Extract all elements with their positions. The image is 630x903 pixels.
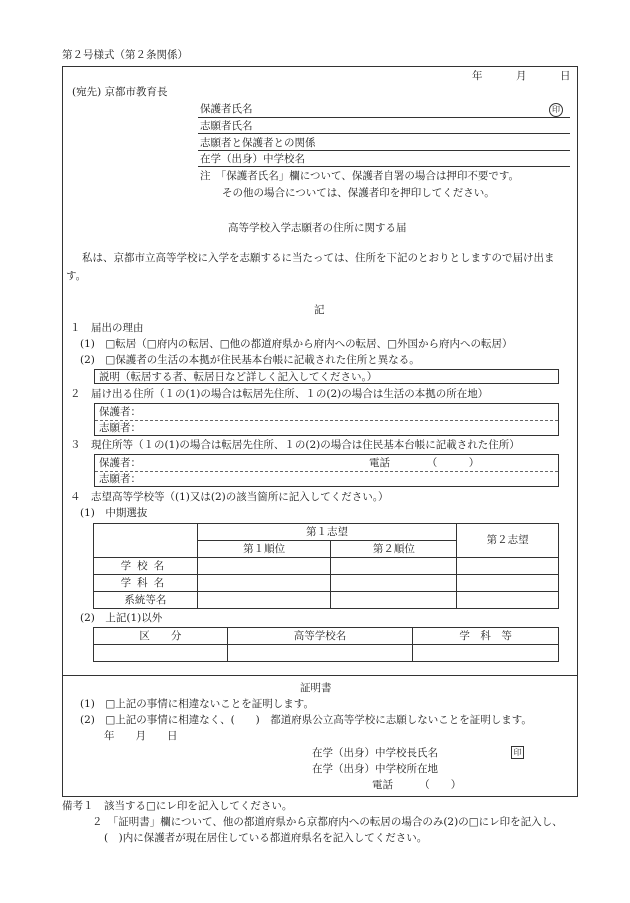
seal-icon: 印 <box>549 103 563 117</box>
guardian-name-label: 保護者氏名 <box>200 103 253 115</box>
cell-input[interactable] <box>331 592 457 609</box>
cell-input[interactable] <box>331 558 457 575</box>
document-title: 高等学校入学志願者の住所に関する届 <box>228 222 407 234</box>
cert-phone-label: 電話 （ ） <box>372 779 462 791</box>
s3-heading: ３ 現住所等（１の(1)の場合は転居先住所、１の(2)の場合は住民基本台帳に記載された住所） <box>70 439 520 451</box>
cert-principal-label: 在学（出身）中学校長氏名 <box>312 747 438 759</box>
s3-divider <box>95 471 558 472</box>
cell-input[interactable] <box>197 575 331 592</box>
remark-2: ２ 「証明書」欄について、他の都道府県から京都府内への転居の場合のみ(2)の□にレ印を記入し、 <box>92 816 563 828</box>
cell-input[interactable] <box>227 645 413 662</box>
col-school-header: 高等学校名 <box>227 628 413 645</box>
first-choice-header: 第１志望 <box>197 524 456 541</box>
guardian-name-line[interactable] <box>198 117 570 118</box>
s2-heading: ２ 届け出る住所（１の(1)の場合は転居先住所、１の(2)の場合は生活の本拠の所在地） <box>70 388 489 400</box>
remark-3: ( )内に保護者が現在居住している都道府県名を記入してください。 <box>104 832 428 844</box>
note-line-2: その他の場合については、保護者印を押印してください。 <box>222 187 495 199</box>
s3-phone-label: 電話 （ ） <box>369 457 480 469</box>
mid-selection-table <box>93 523 559 609</box>
cert-item2[interactable]: (2) □上記の事情に相違なく、( ) 都道府県公立高等学校に志願しないことを証明します。 <box>80 714 532 726</box>
ki-heading: 記 <box>314 304 325 316</box>
principal-seal-icon: 印 <box>511 746 524 759</box>
s3-guardian-label: 保護者： <box>99 457 141 469</box>
cert-address-label: 在学（出身）中学校所在地 <box>312 763 438 775</box>
s1-heading: １ 届出の理由 <box>70 322 144 334</box>
date-day: 日 <box>560 70 571 82</box>
relation-label: 志願者と保護者との関係 <box>200 137 316 149</box>
s1-explain-label: 説明（転居する者、転居日など詳しく記入してください。） <box>99 371 378 383</box>
cell-input[interactable] <box>457 558 559 575</box>
s3-address-box[interactable] <box>94 454 559 487</box>
s2-address-box[interactable] <box>94 403 559 436</box>
row-track-label: 系統等名 <box>94 592 198 609</box>
other-selection-table <box>93 627 559 662</box>
remark-1: 備考１ 該当する□にレ印を記入してください。 <box>62 800 293 812</box>
col-kubun-header: 区 分 <box>94 628 228 645</box>
corner-cell <box>94 524 198 558</box>
s3-applicant-label: 志願者： <box>99 473 141 485</box>
cert-date: 年 月 日 <box>104 730 178 742</box>
applicant-name-line[interactable] <box>198 133 570 134</box>
date-month: 月 <box>516 70 527 82</box>
s1-explain-box[interactable] <box>94 369 559 384</box>
cert-divider <box>62 675 578 676</box>
second-choice-header: 第２志望 <box>457 524 559 558</box>
cell-input[interactable] <box>457 592 559 609</box>
cell-input[interactable] <box>197 592 331 609</box>
cell-input[interactable] <box>197 558 331 575</box>
form-id: 第２号様式（第２条関係） <box>62 49 188 61</box>
cert-title: 証明書 <box>300 682 332 694</box>
s2-applicant-label: 志願者： <box>99 422 141 434</box>
date-year: 年 <box>472 70 483 82</box>
s4-sub2: (2) 上記(1)以外 <box>80 612 163 624</box>
note-line-1: 注 「保護者氏名」欄について、保護者自署の場合は押印不要です。 <box>200 170 519 182</box>
s1-item2[interactable]: (2) □保護者の生活の本拠が住民基本台帳に記載された住所と異なる。 <box>80 354 420 366</box>
cell-input[interactable] <box>331 575 457 592</box>
col-dept-header: 学 科 等 <box>413 628 559 645</box>
applicant-name-label: 志願者氏名 <box>200 120 253 132</box>
relation-line[interactable] <box>198 150 570 151</box>
s4-sub1: (1) 中期選抜 <box>80 507 148 519</box>
junior-high-label: 在学（出身）中学校名 <box>200 153 305 165</box>
s1-item1[interactable]: (1) □転居（□府内の転居、□他の都道府県から府内への転居、□外国から府内への転居） <box>80 338 513 350</box>
s2-divider <box>95 420 558 421</box>
cell-input[interactable] <box>457 575 559 592</box>
row-dept-label: 学科名 <box>94 575 198 592</box>
cert-item1[interactable]: (1) □上記の事情に相違ないことを証明します。 <box>80 698 314 710</box>
row-school-label: 学校名 <box>94 558 198 575</box>
s4-heading: ４ 志望高等学校等（(1)又は(2)の該当箇所に記入してください。） <box>70 491 389 503</box>
addressee: (宛先) 京都市教育長 <box>72 86 168 98</box>
cell-input[interactable] <box>413 645 559 662</box>
junior-high-line[interactable] <box>198 166 570 167</box>
rank2-header: 第２順位 <box>331 541 457 558</box>
s2-guardian-label: 保護者： <box>99 406 141 418</box>
body-line-1: 私は、京都市立高等学校に入学を志願するに当たっては、住所を下記のとおりとしますので届け出ま <box>82 252 555 264</box>
rank1-header: 第１順位 <box>197 541 331 558</box>
body-line-2: す。 <box>66 270 87 282</box>
cell-input[interactable] <box>94 645 228 662</box>
